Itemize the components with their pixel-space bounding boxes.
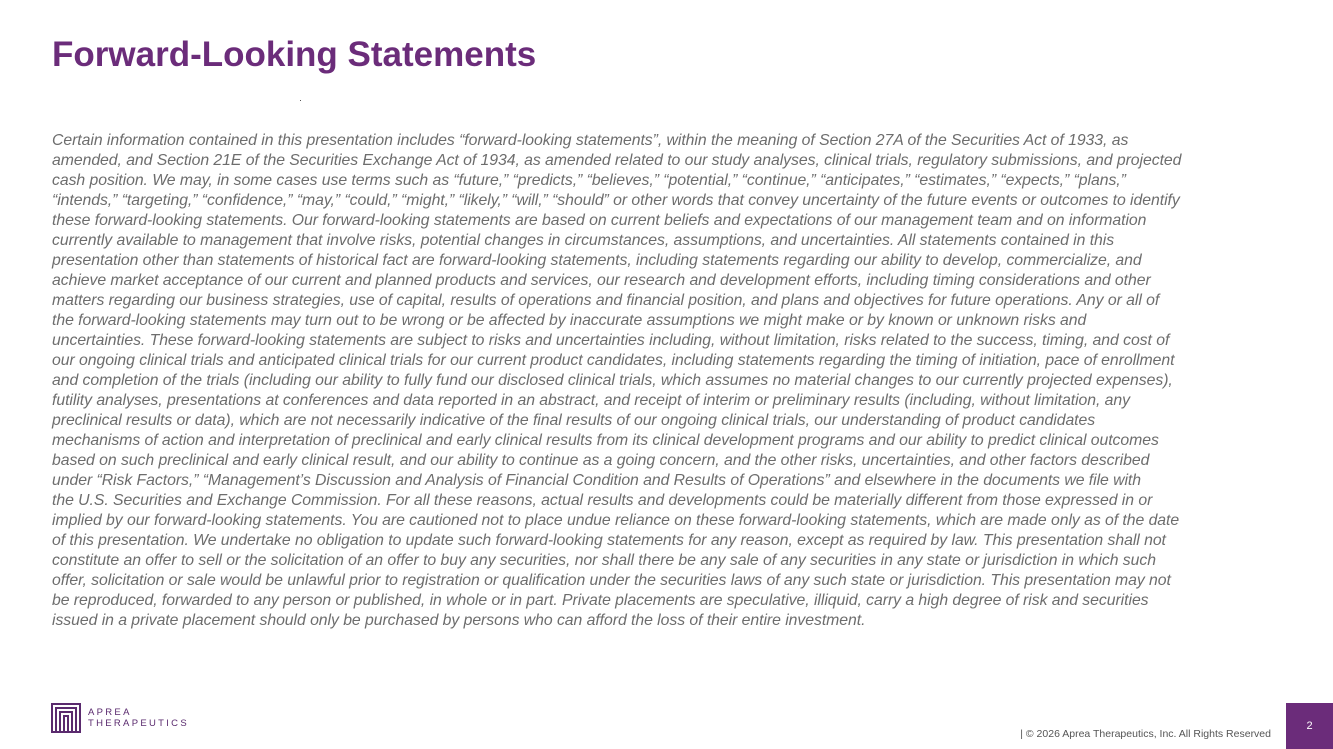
- page-number: 2: [1306, 720, 1313, 732]
- body-line: matters regarding our business strategies, use of capital, results of operations and financial position, and plans and objectives for future operations. Any or all of: [52, 292, 1160, 309]
- forward-looking-statements-body: [52, 131, 1256, 631]
- body-line: Certain information contained in this presentation includes “forward-looking statements”, within the meaning of Section 27A of the Securities Act of 1933, as: [52, 132, 1129, 149]
- body-line: mechanisms of action and interpretation of preclinical and early clinical results from its clinical development programs and our ability to predict clinical outcomes: [52, 432, 1159, 449]
- body-line: presentation other than statements of historical fact are forward-looking statements, including statements regarding our ability to develop, commercialize, and: [52, 252, 1142, 269]
- logo-wordmark: [88, 707, 189, 729]
- body-line: the U.S. Securities and Exchange Commission. For all these reasons, actual results and developments could be materially different from those expressed in or: [52, 492, 1153, 509]
- body-line: of this presentation. We undertake no obligation to update such forward-looking statements for any reason, except as required by law. This presentation shall not: [52, 532, 1166, 549]
- aprea-logo: [51, 702, 189, 734]
- aprea-maze-logo-icon: [51, 703, 81, 733]
- body-line: these forward-looking statements. Our forward-looking statements are based on current beliefs and expectations of our management team and on information: [52, 212, 1147, 229]
- copyright-notice: | © 2026 Aprea Therapeutics, Inc. All Rights Reserved: [1020, 728, 1271, 740]
- logo-wordmark-line2: THERAPEUTICS: [88, 718, 189, 729]
- body-line: offer, solicitation or sale would be unlawful prior to registration or qualification under the securities laws of any such state or jurisdiction. This presentation may not: [52, 572, 1171, 589]
- page-number-badge: [1286, 703, 1333, 749]
- body-line: cash position. We may, in some cases use terms such as “future,” “predicts,” “believes,” “potential,” “continue,” “anticipates,” “estimates,” “expects,” “plans,”: [52, 172, 1126, 189]
- body-line: “intends,” “targeting,” “confidence,” “may,” “could,” “might,” “likely,” “will,” “should” or other words that convey uncertainty of the future events or outcomes to identify: [52, 192, 1180, 209]
- logo-wordmark-line1: APREA: [88, 707, 132, 718]
- body-line: be reproduced, forwarded to any person or published, in whole or in part. Private placements are speculative, illiquid, carry a high degree of risk and securities: [52, 592, 1149, 609]
- body-line: implied by our forward-looking statements. You are cautioned not to place undue reliance on these forward-looking statements, which are made only as of the date: [52, 512, 1180, 529]
- body-line: uncertainties. These forward-looking statements are subject to risks and uncertainties including, without limitation, risks related to the success, timing, and cost of: [52, 332, 1170, 349]
- body-line: currently available to management that involve risks, potential changes in circumstances, assumptions, and uncertainties. All statements contained in this: [52, 232, 1115, 249]
- decorative-dot: [300, 100, 301, 101]
- body-line: based on such preclinical and early clinical result, and our ability to continue as a going concern, and the other risks, uncertainties, and other factors described: [52, 452, 1150, 469]
- body-line: and completion of the trials (including our ability to fully fund our disclosed clinical trials, which assumes no material changes to our currently projected expenses),: [52, 372, 1173, 389]
- body-line: issued in a private placement should only be purchased by persons who can afford the loss of their entire investment.: [52, 612, 866, 629]
- body-line: futility analyses, presentations at conferences and data reported in an abstract, and receipt of interim or preliminary results (including, without limitation, any: [52, 392, 1131, 409]
- body-line: achieve market acceptance of our current and planned products and services, our research and development efforts, including timing considerations and other: [52, 272, 1151, 289]
- body-line: the forward-looking statements may turn out to be wrong or be affected by inaccurate assumptions we might make or by known or unknown risks and: [52, 312, 1087, 329]
- body-line: under “Risk Factors,” “Management’s Discussion and Analysis of Financial Condition and Results of Operations” and elsewhere in the documents we file with: [52, 472, 1142, 489]
- slide-title: Forward-Looking Statements: [52, 35, 537, 74]
- body-line: our ongoing clinical trials and anticipated clinical trials for our current product candidates, including statements regarding the timing of initiation, pace of enrollment: [52, 352, 1175, 369]
- body-line: amended, and Section 21E of the Securities Exchange Act of 1934, as amended related to our study analyses, clinical trials, regulatory submissions, and projected: [52, 152, 1182, 169]
- body-line: constitute an offer to sell or the solicitation of an offer to buy any securities, nor shall there be any sale of any securities in any state or jurisdiction in which such: [52, 552, 1156, 569]
- body-line: preclinical results or data), which are not necessarily indicative of the final results of our ongoing clinical trials, our understanding of product candidates: [52, 412, 1096, 429]
